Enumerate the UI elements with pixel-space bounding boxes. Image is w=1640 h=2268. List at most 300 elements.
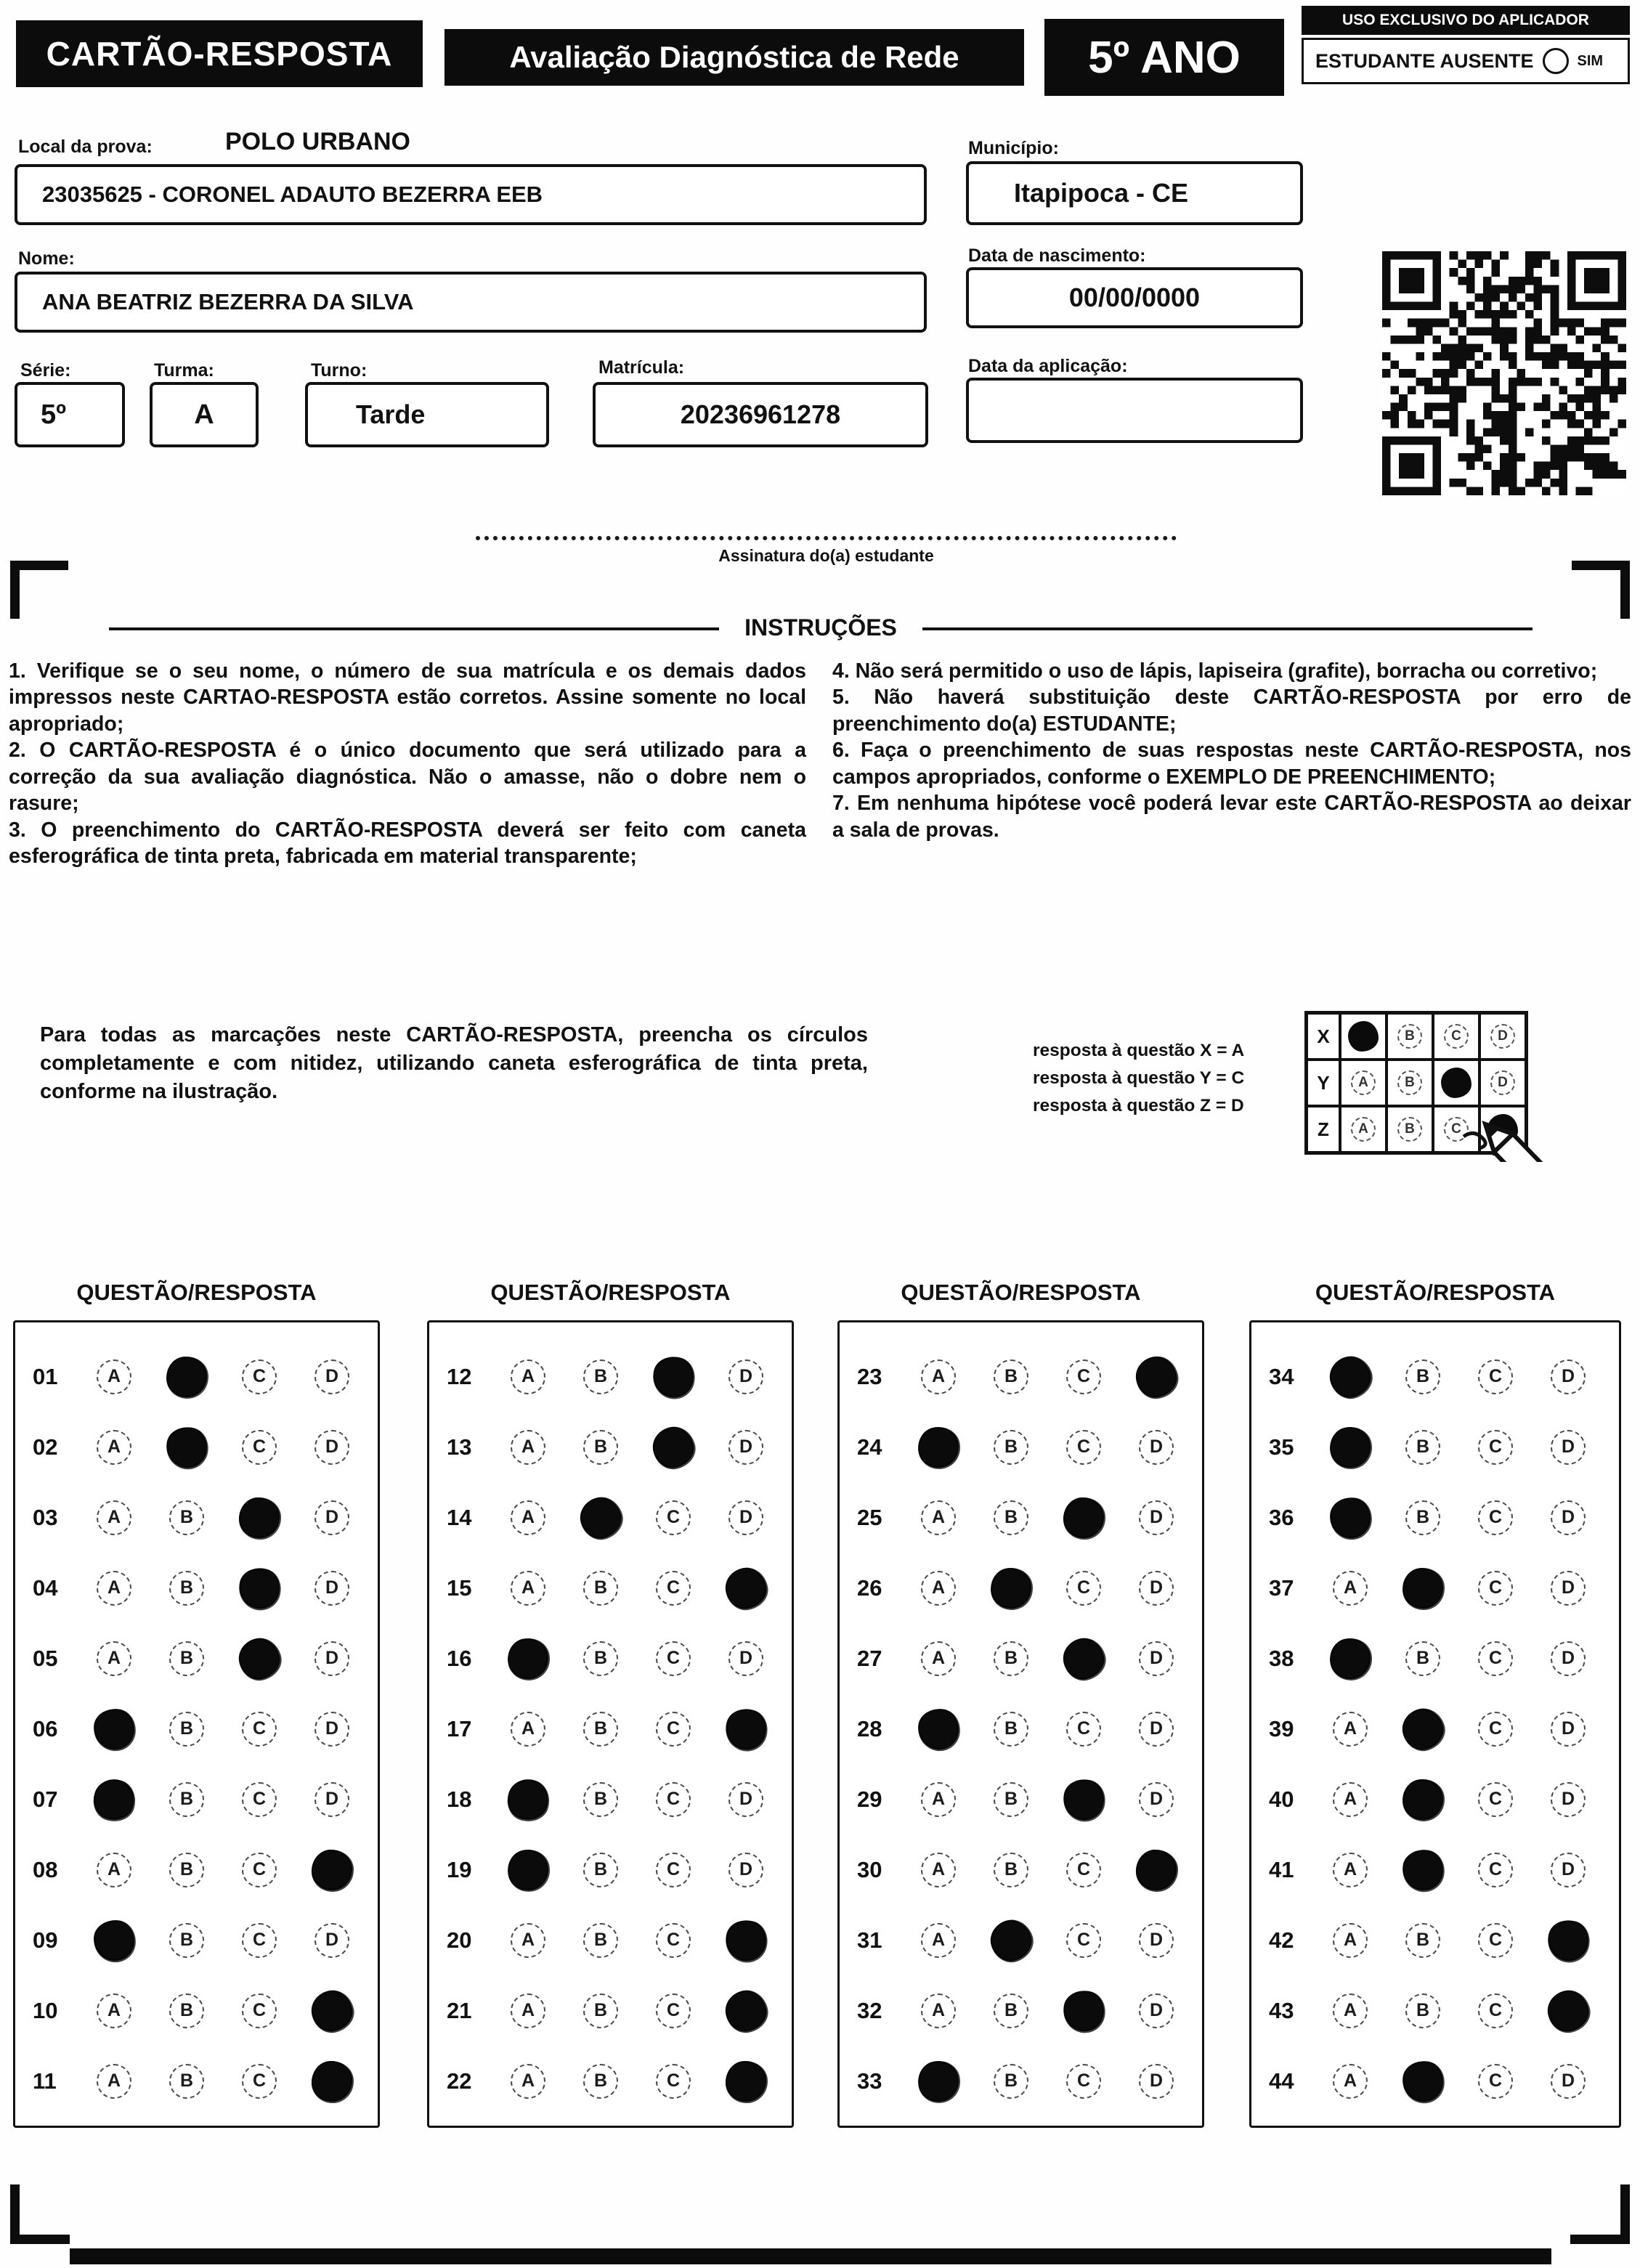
question-21-number: 21: [447, 1997, 472, 2023]
question-34-option-C[interactable]: C: [1478, 1359, 1513, 1394]
question-14-option-D[interactable]: D: [728, 1500, 763, 1535]
question-35-option-D[interactable]: D: [1551, 1430, 1586, 1465]
student-absent-box: [1302, 38, 1630, 84]
question-25-option-C[interactable]: [1063, 1497, 1104, 1538]
serie-value: 5º: [41, 399, 67, 430]
question-07-number: 07: [33, 1786, 58, 1812]
question-33-option-C[interactable]: C: [1066, 2064, 1101, 2099]
question-15-option-C[interactable]: C: [656, 1571, 691, 1606]
question-33-option-A[interactable]: [915, 2057, 962, 2105]
question-20-option-C[interactable]: C: [656, 1923, 691, 1958]
question-08-number: 08: [33, 1856, 58, 1882]
registration-mark-bottom-left: [10, 2235, 70, 2244]
example-row-X-label: X: [1307, 1013, 1340, 1060]
question-41-option-B[interactable]: [1400, 1847, 1445, 1893]
question-08-option-D[interactable]: [311, 1849, 353, 1891]
question-26-option-A[interactable]: A: [921, 1571, 956, 1606]
question-12-option-D[interactable]: D: [728, 1359, 763, 1394]
aplicacao-field: [966, 378, 1303, 443]
example-X-option-A: [1340, 1013, 1387, 1060]
example-label-z: resposta à questão Z = D: [1033, 1095, 1244, 1115]
question-03-option-B[interactable]: B: [169, 1500, 204, 1535]
question-34-option-B[interactable]: B: [1405, 1359, 1440, 1394]
question-09-option-A[interactable]: [92, 1919, 136, 1962]
answer-row: [1251, 1553, 1619, 1623]
question-18-option-C[interactable]: C: [656, 1782, 691, 1817]
question-12-option-C[interactable]: [649, 1352, 698, 1402]
question-36-option-A[interactable]: [1328, 1495, 1373, 1540]
nascimento-field: [966, 267, 1303, 328]
question-24-option-B[interactable]: B: [994, 1430, 1028, 1465]
answer-row: [429, 1764, 792, 1834]
question-22-option-B[interactable]: B: [583, 2064, 618, 2099]
school-field: [15, 164, 927, 225]
question-38-option-D[interactable]: D: [1551, 1641, 1586, 1676]
answer-row: [1251, 1834, 1619, 1905]
question-19-option-A[interactable]: [505, 1846, 551, 1893]
question-14-number: 14: [447, 1504, 472, 1530]
question-08-option-B[interactable]: B: [169, 1853, 204, 1887]
question-26-option-C[interactable]: C: [1066, 1571, 1101, 1606]
question-32-option-A[interactable]: A: [921, 1993, 956, 2028]
aplicacao-label: Data da aplicação:: [968, 356, 1128, 376]
question-38-option-A[interactable]: [1327, 1635, 1373, 1681]
turno-value: Tarde: [356, 399, 426, 429]
question-13-option-C[interactable]: [649, 1423, 697, 1471]
question-03-option-D[interactable]: D: [314, 1500, 349, 1535]
question-22-option-A[interactable]: A: [511, 2064, 545, 2099]
question-17-option-C[interactable]: C: [656, 1712, 691, 1747]
question-28-option-C[interactable]: C: [1066, 1712, 1101, 1747]
question-29-option-C[interactable]: [1060, 1775, 1108, 1823]
question-13-option-D[interactable]: D: [728, 1430, 763, 1465]
question-20-option-A[interactable]: A: [511, 1923, 545, 1958]
answer-row: [840, 1834, 1202, 1905]
question-22-option-D[interactable]: [726, 2060, 767, 2102]
question-37-option-C[interactable]: C: [1478, 1571, 1513, 1606]
question-44-option-D[interactable]: D: [1551, 2064, 1586, 2099]
question-28-number: 28: [857, 1715, 882, 1741]
example-row-Y-label: Y: [1307, 1060, 1340, 1106]
answer-row: [429, 1412, 792, 1482]
answer-row: [840, 1623, 1202, 1694]
question-06-option-C[interactable]: C: [242, 1712, 277, 1747]
question-12-option-B[interactable]: B: [583, 1359, 618, 1394]
example-labels: [1033, 1037, 1244, 1120]
answer-row: [1251, 1482, 1619, 1553]
question-13-option-B[interactable]: B: [583, 1430, 618, 1465]
question-07-option-A[interactable]: [89, 1773, 140, 1825]
question-11-number: 11: [33, 2068, 57, 2094]
question-01-option-A[interactable]: A: [97, 1359, 131, 1394]
question-31-option-B[interactable]: [985, 1914, 1036, 1966]
answer-row: [1251, 1975, 1619, 2046]
question-27-option-D[interactable]: D: [1139, 1641, 1174, 1676]
question-33-option-B[interactable]: B: [994, 2064, 1028, 2099]
instructions-rule-right: [922, 627, 1533, 630]
question-25-option-D[interactable]: D: [1139, 1500, 1174, 1535]
question-14-option-A[interactable]: A: [511, 1500, 545, 1535]
answer-row: [15, 1623, 378, 1694]
question-35-option-B[interactable]: B: [1405, 1430, 1440, 1465]
bottom-alignment-bar: [70, 2248, 1551, 2264]
question-42-option-D[interactable]: [1543, 1915, 1594, 1965]
matricula-value: 20236961278: [680, 399, 841, 429]
question-17-option-B[interactable]: B: [583, 1712, 618, 1747]
turma-field: [150, 382, 259, 447]
question-41-option-A[interactable]: A: [1333, 1853, 1368, 1887]
question-36-option-B[interactable]: B: [1405, 1500, 1440, 1535]
question-44-option-A[interactable]: A: [1333, 2064, 1368, 2099]
signature-label: Assinatura do(a) estudante: [718, 546, 934, 565]
answer-row: [429, 1341, 792, 1412]
question-18-option-D[interactable]: D: [728, 1782, 763, 1817]
question-09-option-C[interactable]: C: [242, 1923, 277, 1958]
question-41-option-C[interactable]: C: [1478, 1853, 1513, 1887]
matricula-field: [593, 382, 928, 447]
question-40-option-B[interactable]: [1401, 1777, 1445, 1821]
question-27-option-A[interactable]: A: [921, 1641, 956, 1676]
answer-row: [1251, 1623, 1619, 1694]
question-24-option-C[interactable]: C: [1066, 1430, 1101, 1465]
answer-row: [1251, 1905, 1619, 1975]
answer-row: [15, 2046, 378, 2116]
question-05-option-A[interactable]: A: [97, 1641, 131, 1676]
answer-row: [840, 1553, 1202, 1623]
answer-row: [840, 1341, 1202, 1412]
example-grid: [1304, 1011, 1528, 1155]
question-16-option-C[interactable]: C: [656, 1641, 691, 1676]
question-11-option-C[interactable]: C: [242, 2064, 277, 2099]
turno-label: Turno:: [311, 360, 368, 381]
question-01-option-C[interactable]: C: [242, 1359, 277, 1394]
question-16-option-D[interactable]: D: [728, 1641, 763, 1676]
question-40-number: 40: [1269, 1786, 1294, 1812]
question-44-option-C[interactable]: C: [1478, 2064, 1513, 2099]
question-02-option-B[interactable]: [163, 1423, 211, 1471]
example-X-option-B: B: [1387, 1013, 1433, 1060]
question-15-option-A[interactable]: A: [511, 1571, 545, 1606]
qr-code: [1382, 251, 1626, 495]
question-40-option-D[interactable]: D: [1551, 1782, 1586, 1817]
question-16-option-A[interactable]: [505, 1635, 551, 1681]
question-03-option-A[interactable]: A: [97, 1500, 131, 1535]
question-29-option-D[interactable]: D: [1139, 1782, 1174, 1817]
absent-bubble[interactable]: [1543, 48, 1569, 74]
answer-row: [840, 1412, 1202, 1482]
question-04-option-D[interactable]: D: [314, 1571, 349, 1606]
question-10-number: 10: [33, 1997, 58, 2023]
question-25-option-A[interactable]: A: [921, 1500, 956, 1535]
question-30-option-D[interactable]: [1135, 1849, 1177, 1891]
nome-label: Nome:: [18, 248, 75, 269]
question-20-option-D[interactable]: [721, 1915, 771, 1965]
question-06-option-A[interactable]: [92, 1707, 137, 1751]
example-Y-option-A: A: [1340, 1060, 1387, 1106]
question-01-option-B[interactable]: [166, 1355, 208, 1398]
example-Y-option-D: D: [1479, 1060, 1526, 1106]
answer-column-box: [1249, 1320, 1621, 2128]
question-23-option-C[interactable]: C: [1066, 1359, 1101, 1394]
question-42-option-A[interactable]: A: [1333, 1923, 1368, 1958]
question-28-option-D[interactable]: D: [1139, 1712, 1174, 1747]
question-15-option-D[interactable]: [723, 1564, 770, 1611]
question-27-number: 27: [857, 1645, 882, 1671]
answer-row: [429, 1975, 792, 2046]
question-19-number: 19: [447, 1856, 472, 1882]
answer-row: [1251, 1341, 1619, 1412]
question-20-option-B[interactable]: B: [583, 1923, 618, 1958]
question-23-option-A[interactable]: A: [921, 1359, 956, 1394]
question-02-option-C[interactable]: C: [242, 1430, 277, 1465]
question-08-option-A[interactable]: A: [97, 1853, 131, 1887]
grade-badge: 5º ANO: [1044, 19, 1284, 96]
question-14-option-C[interactable]: C: [656, 1500, 691, 1535]
question-06-option-B[interactable]: B: [169, 1712, 204, 1747]
question-04-option-C[interactable]: [235, 1564, 283, 1612]
question-10-option-D[interactable]: [308, 1986, 356, 2034]
answer-row: [429, 1905, 792, 1975]
question-18-option-A[interactable]: [503, 1773, 554, 1825]
question-10-option-A[interactable]: A: [97, 1993, 131, 2028]
answer-row: [15, 1764, 378, 1834]
question-39-option-B[interactable]: [1397, 1703, 1449, 1755]
example-Z-option-B: B: [1387, 1106, 1433, 1153]
municipio-value: Itapipoca - CE: [1014, 178, 1189, 208]
question-32-option-D[interactable]: D: [1139, 1993, 1174, 2028]
question-17-option-D[interactable]: [720, 1704, 771, 1754]
turno-field: [305, 382, 549, 447]
answer-column-box: [13, 1320, 380, 2128]
question-10-option-C[interactable]: C: [242, 1993, 277, 2028]
example-X-option-C: C: [1433, 1013, 1479, 1060]
question-10-option-B[interactable]: B: [169, 1993, 204, 2028]
example-label-x: resposta à questão X = A: [1033, 1041, 1245, 1060]
question-07-option-B[interactable]: B: [169, 1782, 204, 1817]
question-44-option-B[interactable]: [1400, 2058, 1445, 2103]
question-21-option-B[interactable]: B: [583, 1993, 618, 2028]
question-39-option-D[interactable]: D: [1551, 1712, 1586, 1747]
question-31-option-D[interactable]: D: [1139, 1923, 1174, 1958]
question-38-option-C[interactable]: C: [1478, 1641, 1513, 1676]
answer-row: [15, 1341, 378, 1412]
question-30-option-A[interactable]: A: [921, 1853, 956, 1887]
card-title: CARTÃO-RESPOSTA: [16, 20, 423, 87]
question-07-option-C[interactable]: C: [242, 1782, 277, 1817]
question-02-option-A[interactable]: A: [97, 1430, 131, 1465]
question-21-option-A[interactable]: A: [511, 1993, 545, 2028]
question-21-option-C[interactable]: C: [656, 1993, 691, 2028]
question-31-option-C[interactable]: C: [1066, 1923, 1101, 1958]
question-32-option-C[interactable]: [1060, 1987, 1108, 2035]
question-22-number: 22: [447, 2068, 472, 2094]
registration-mark-bottom-right: [1570, 2235, 1630, 2244]
question-13-number: 13: [447, 1434, 472, 1460]
question-12-option-A[interactable]: A: [511, 1359, 545, 1394]
answer-row: [840, 1975, 1202, 2046]
question-41-option-D[interactable]: D: [1551, 1853, 1586, 1887]
question-29-option-B[interactable]: B: [994, 1782, 1028, 1817]
question-23-option-D[interactable]: [1133, 1353, 1180, 1399]
question-38-number: 38: [1269, 1645, 1294, 1671]
example-Z-option-A: A: [1340, 1106, 1387, 1153]
answer-row: [15, 1412, 378, 1482]
school-value: 23035625 - CORONEL ADAUTO BEZERRA EEB: [42, 182, 543, 207]
question-11-option-D[interactable]: [312, 2060, 353, 2102]
question-35-option-C[interactable]: C: [1478, 1430, 1513, 1465]
question-26-option-B[interactable]: [989, 1566, 1033, 1610]
question-04-option-B[interactable]: B: [169, 1571, 204, 1606]
question-29-number: 29: [857, 1786, 882, 1812]
question-34-option-D[interactable]: D: [1551, 1359, 1586, 1394]
question-28-option-B[interactable]: B: [994, 1712, 1028, 1747]
question-11-option-B[interactable]: B: [169, 2064, 204, 2099]
question-42-number: 42: [1269, 1927, 1294, 1953]
question-18-option-B[interactable]: B: [583, 1782, 618, 1817]
question-42-option-B[interactable]: B: [1405, 1923, 1440, 1958]
turma-value: A: [194, 399, 214, 430]
local-value: POLO URBANO: [225, 128, 410, 155]
question-09-option-B[interactable]: B: [169, 1923, 204, 1958]
question-30-option-B[interactable]: B: [994, 1853, 1028, 1887]
question-03-option-C[interactable]: [239, 1497, 280, 1538]
instruction-item: 1. Verifique se o seu nome, o número de sua matrícula e os demais dados impressos neste CARTAO-RESPOSTA estão corretos. Assine somente no local apropriado;: [9, 659, 806, 736]
question-23-option-B[interactable]: B: [994, 1359, 1028, 1394]
answer-row: [429, 1834, 792, 1905]
question-26-number: 26: [857, 1574, 882, 1601]
serie-field: [15, 382, 125, 447]
instruction-item: 3. O preenchimento do CARTÃO-RESPOSTA deverá ser feito com caneta esferográfica de tinta preta, fabricada em material transparente;: [9, 818, 806, 869]
student-absent-label: ESTUDANTE AUSENTE: [1315, 49, 1534, 72]
answer-row: [15, 1482, 378, 1553]
question-14-option-B[interactable]: [575, 1492, 626, 1543]
question-36-option-C[interactable]: C: [1478, 1500, 1513, 1535]
question-17-option-A[interactable]: A: [511, 1712, 545, 1747]
answer-row: [840, 1694, 1202, 1764]
question-11-option-A[interactable]: A: [97, 2064, 131, 2099]
question-44-number: 44: [1269, 2068, 1294, 2094]
question-27-option-B[interactable]: B: [994, 1641, 1028, 1676]
answer-row: [429, 1694, 792, 1764]
question-40-option-A[interactable]: A: [1333, 1782, 1368, 1817]
local-label: Local da prova:: [18, 137, 153, 157]
answer-column-box: [837, 1320, 1204, 2128]
answer-column-header-4: QUESTÃO/RESPOSTA: [1315, 1280, 1556, 1305]
question-04-option-A[interactable]: A: [97, 1571, 131, 1606]
question-07-option-D[interactable]: D: [314, 1782, 349, 1817]
municipio-label: Município:: [968, 138, 1059, 158]
question-18-number: 18: [447, 1786, 472, 1812]
question-05-option-D[interactable]: D: [314, 1641, 349, 1676]
example-Z-option-C: C: [1433, 1106, 1479, 1153]
question-04-number: 04: [33, 1574, 58, 1601]
absent-sim-label: SIM: [1577, 52, 1604, 69]
question-05-option-B[interactable]: B: [169, 1641, 204, 1676]
question-34-option-A[interactable]: [1324, 1351, 1376, 1403]
question-43-option-D[interactable]: [1544, 1986, 1592, 2034]
question-16-number: 16: [447, 1645, 472, 1671]
question-35-option-A[interactable]: [1328, 1424, 1373, 1469]
question-33-number: 33: [857, 2068, 882, 2094]
question-15-number: 15: [447, 1574, 472, 1601]
answer-row: [429, 2046, 792, 2116]
municipio-field: [966, 161, 1303, 225]
question-30-option-C[interactable]: C: [1066, 1853, 1101, 1887]
question-43-option-B[interactable]: B: [1405, 1993, 1440, 2028]
answer-row: [1251, 1412, 1619, 1482]
answer-row: [15, 1975, 378, 2046]
question-37-option-B[interactable]: [1401, 1566, 1445, 1610]
question-17-number: 17: [447, 1715, 472, 1741]
answer-column-header-1: QUESTÃO/RESPOSTA: [76, 1280, 317, 1305]
question-35-number: 35: [1269, 1434, 1294, 1460]
question-37-option-A[interactable]: A: [1333, 1571, 1368, 1606]
question-02-option-D[interactable]: D: [314, 1430, 349, 1465]
example-Y-option-B: B: [1387, 1060, 1433, 1106]
question-37-option-D[interactable]: D: [1551, 1571, 1586, 1606]
question-12-number: 12: [447, 1363, 472, 1389]
example-Z-option-D: [1479, 1106, 1526, 1153]
question-01-option-D[interactable]: D: [314, 1359, 349, 1394]
question-08-option-C[interactable]: C: [242, 1853, 277, 1887]
question-42-option-C[interactable]: C: [1478, 1923, 1513, 1958]
question-09-option-D[interactable]: D: [314, 1923, 349, 1958]
instruction-item: 4. Não será permitido o uso de lápis, lapiseira (grafite), borracha ou corretivo;: [832, 659, 1598, 683]
matricula-label: Matrícula:: [598, 357, 685, 378]
question-43-option-A[interactable]: A: [1333, 1993, 1368, 2028]
question-25-option-B[interactable]: B: [994, 1500, 1028, 1535]
question-05-option-C[interactable]: [235, 1634, 284, 1683]
nascimento-value: 00/00/0000: [1068, 283, 1201, 312]
question-01-number: 01: [33, 1363, 58, 1389]
question-29-option-A[interactable]: A: [921, 1782, 956, 1817]
question-24-option-A[interactable]: [916, 1424, 961, 1469]
question-43-option-C[interactable]: C: [1478, 1993, 1513, 2028]
question-24-option-D[interactable]: D: [1139, 1430, 1174, 1465]
question-23-number: 23: [857, 1363, 882, 1389]
question-06-number: 06: [33, 1715, 58, 1741]
question-21-option-D[interactable]: [722, 1986, 770, 2034]
aplicador-bar: USO EXCLUSIVO DO APLICADOR: [1302, 6, 1630, 35]
question-26-option-D[interactable]: D: [1139, 1571, 1174, 1606]
question-34-number: 34: [1269, 1363, 1294, 1389]
question-31-option-A[interactable]: A: [921, 1923, 956, 1958]
serie-label: Série:: [20, 360, 71, 381]
question-33-option-D[interactable]: D: [1139, 2064, 1174, 2099]
question-39-option-C[interactable]: C: [1478, 1712, 1513, 1747]
question-28-option-A[interactable]: [917, 1707, 961, 1751]
question-38-option-B[interactable]: B: [1405, 1641, 1440, 1676]
question-19-option-B[interactable]: B: [583, 1853, 618, 1887]
question-27-option-C[interactable]: [1059, 1634, 1108, 1683]
answer-row: [15, 1905, 378, 1975]
question-39-option-A[interactable]: A: [1333, 1712, 1368, 1747]
question-22-option-C[interactable]: C: [656, 2064, 691, 2099]
question-40-option-C[interactable]: C: [1478, 1782, 1513, 1817]
question-15-option-B[interactable]: B: [583, 1571, 618, 1606]
question-13-option-A[interactable]: A: [511, 1430, 545, 1465]
question-19-option-D[interactable]: D: [728, 1853, 763, 1887]
question-16-option-B[interactable]: B: [583, 1641, 618, 1676]
question-41-number: 41: [1269, 1856, 1294, 1882]
instructions-title: INSTRUÇÕES: [744, 614, 897, 641]
question-06-option-D[interactable]: D: [314, 1712, 349, 1747]
question-19-option-C[interactable]: C: [656, 1853, 691, 1887]
question-32-option-B[interactable]: B: [994, 1993, 1028, 2028]
question-02-number: 02: [33, 1434, 58, 1460]
example-label-y: resposta à questão Y = C: [1033, 1068, 1245, 1088]
question-36-option-D[interactable]: D: [1551, 1500, 1586, 1535]
